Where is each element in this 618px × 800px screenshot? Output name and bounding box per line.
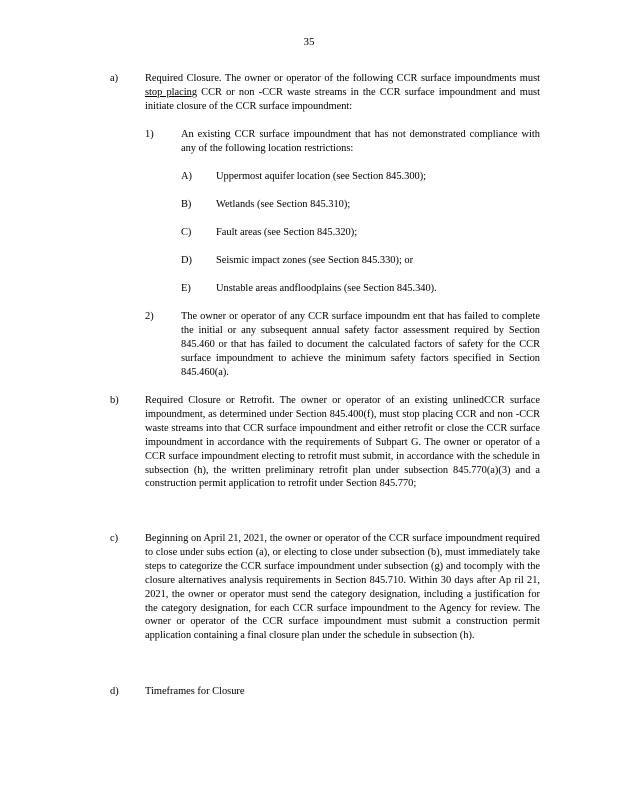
section-c-label: c) <box>110 533 119 544</box>
section-d-label: d) <box>110 686 119 697</box>
item-a1-label: 1) <box>145 129 154 140</box>
section-d-text: Timeframes for Closure <box>145 686 245 697</box>
section-a-label: a) <box>110 73 119 84</box>
section-c-text: Beginning on April 21, 2021, the owner or operator of the CCR surface impoundment required to close under subs ection (a), or electing to close under subsection (b), must immediately take steps to categorize the CCR surface impoundment under subsection (g) and tocomply with the closure alternatives analysis requirements in Section 845.710. Within 30 days after Ap ril 21, 2021, the owner or operator must send the category designation, including a justification for the category designation, for each CCR surface impoundment to the Agency for review. The owner or operator of the CCR surface impoundment must submit a construction permit application containing a final closure plan under the schedule in subsection (h). <box>145 533 540 642</box>
subitem-E-label: E) <box>181 283 191 294</box>
section-b-text: Required Closure or Retrofit. The owner or operator of an existing unlinedCCR surface impoundment, as determined under Section 845.400(f), must stop placing CCR and non -CCR waste streams into that CCR surface impoundment and either retrofit or close the CCR surface impoundment in accordance with the requirements of Subpart G. The owner or operator of a CCR surface impoundment electing to retrofit must submit, in accordance with the schedule in subsection (h), the written preliminary retrofit plan under subsection 845.770(a)(3) and a construction permit application to retrofit under Section 845.770; <box>145 395 540 490</box>
item-a2-label: 2) <box>145 311 154 322</box>
section-a-text-end: CCR or non -CCR waste streams in the CCR surface impoundment and must initiate closure of the CCR surface impoundment: <box>145 86 540 112</box>
subitem-C-label: C) <box>181 227 192 238</box>
section-a-text <box>145 72 540 114</box>
subitem-B-label: B) <box>181 199 192 210</box>
subitem-B-text: Wetlands (see Section 845.310); <box>216 199 351 210</box>
page-number: 35 <box>303 36 315 48</box>
section-b-label: b) <box>110 395 119 406</box>
item-a1-text: An existing CCR surface impoundment that has not demonstrated compliance with any of the following location restrictions: <box>181 129 540 154</box>
section-a-text-start: Required Closure. The owner or operator of the following CCR surface impoundments must <box>145 73 540 84</box>
subitem-D-label: D) <box>181 255 192 266</box>
subitem-C-text: Fault areas (see Section 845.320); <box>216 227 358 238</box>
item-a2-text: The owner or operator of any CCR surface impoundm ent that has failed to complete the initial or any subsequent annual safety factor assessment required by Section 845.460 or that has failed to document the calculated factors of safety for the CCR surface impoundment to achieve the minimum safety factors specified in Section 845.460(a). <box>181 311 540 378</box>
underlined-phrase: stop placing <box>145 86 198 98</box>
subitem-D-text: Seismic impact zones (see Section 845.330); or <box>216 255 414 266</box>
subitem-A-text: Uppermost aquifer location (see Section 845.300); <box>216 171 427 182</box>
subitem-A-label: A) <box>181 171 192 182</box>
subitem-E-text: Unstable areas andfloodplains (see Section 845.340). <box>216 283 437 294</box>
